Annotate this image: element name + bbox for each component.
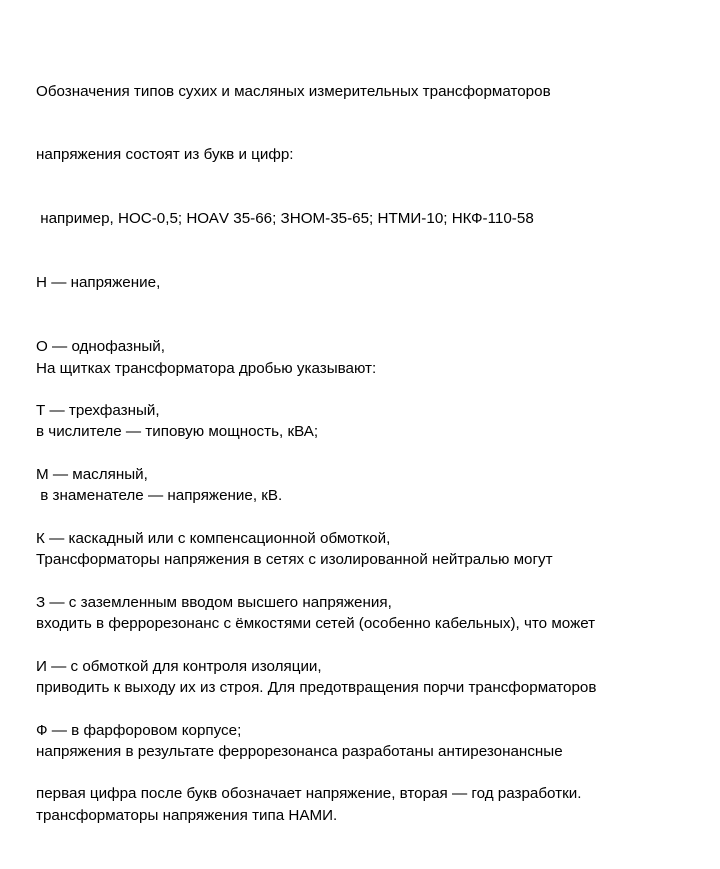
text-line: первая цифра после букв обозначает напряжение, вторая — год разработки. [36,785,582,803]
text-line: Ф — в фарфоровом корпусе; [36,721,242,739]
text-line: Трансформаторы напряжения в сетях с изолированной нейтралью могут [36,551,553,569]
text-line: З — с заземленным вводом высшего напряжения, [36,593,392,611]
text-line: Обозначения типов сухих и масляных измерительных трансформаторов [36,82,551,100]
text-line: К — каскадный или с компенсационной обмоткой, [36,529,391,547]
text-line: И — с обмоткой для контроля изоляции, [36,657,322,675]
text-line: Н — напряжение, [36,274,161,292]
text-line: напряжения состоят из букв и цифр: [36,146,294,164]
text-line: напряжения в результате феррорезонанса разработаны антирезонансные [36,742,563,760]
text-line: На щитках трансформатора дробью указывают: [36,359,377,377]
text-line: М — масляный, [36,465,148,483]
text-line: в знаменателе — напряжение, кВ. [36,487,283,505]
text-line: трансформаторы напряжения типа НАМИ. [36,806,338,824]
nameplate-and-ferroresonance-text [36,315,720,869]
text-line: входить в феррорезонанс с ёмкостями сетей (особенно кабельных), что может [36,615,596,633]
text-line: Т — трехфазный, [36,402,160,420]
text-line: например, НОС-0,5; НОАV 35-66; ЗНОМ-35-65; НТМИ-10; НКФ-110-58 [36,210,534,228]
text-line: О — однофазный, [36,338,165,356]
text-line: в числителе — типовую мощность, кВА; [36,423,319,441]
text-line: приводить к выходу их из строя. Для предотвращения порчи трансформаторов [36,679,597,697]
